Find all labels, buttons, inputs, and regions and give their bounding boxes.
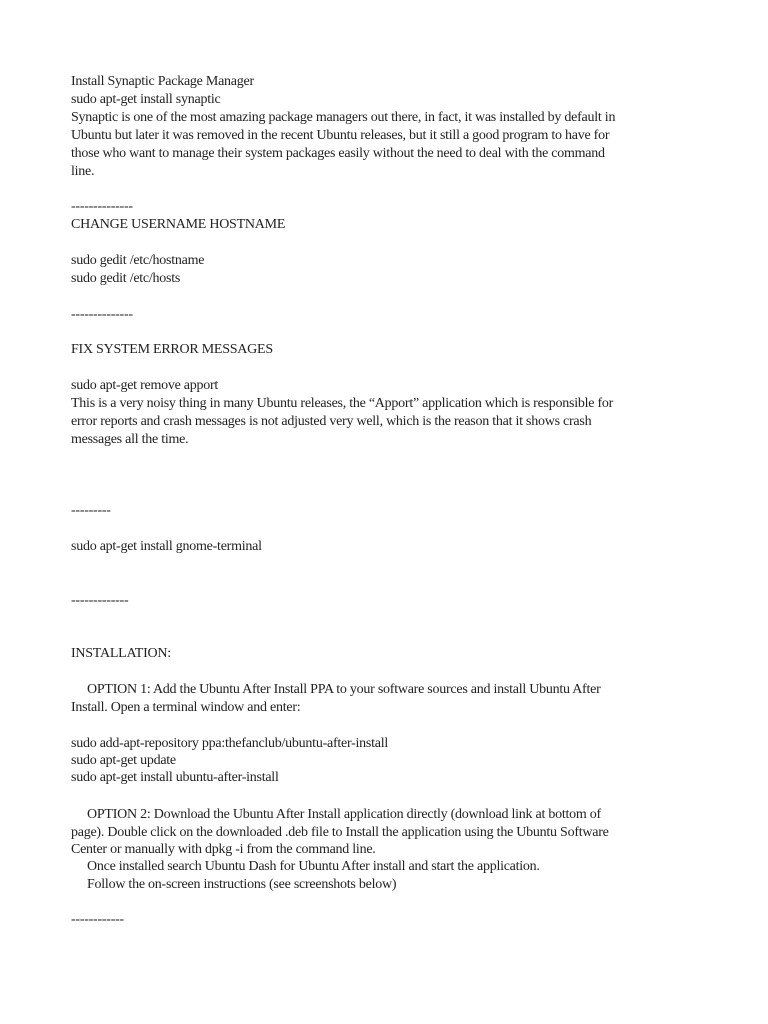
separator: --------- (71, 503, 111, 518)
apport-desc-line: This is a very noisy thing in many Ubuntu releases, the “Apport” application which is responsible for (71, 396, 614, 411)
synaptic-desc-line: those who want to manage their system packages easily without the need to deal with the command (71, 146, 605, 161)
gnome-terminal-command: sudo apt-get install gnome-terminal (71, 539, 262, 554)
option1-line: Install. Open a terminal window and enter: (71, 700, 301, 715)
installation-heading: INSTALLATION: (71, 646, 171, 661)
separator: ------------ (71, 912, 124, 927)
synaptic-desc-line: Ubuntu but later it was removed in the recent Ubuntu releases, but it still a good program to have for (71, 128, 610, 143)
apport-desc-line: error reports and crash messages is not adjusted very well, which is the reason that it shows crash (71, 414, 592, 429)
option2-line: Center or manually with dpkg -i from the command line. (71, 842, 376, 857)
separator: -------------- (71, 199, 133, 214)
synaptic-title: Install Synaptic Package Manager (71, 74, 254, 89)
update-command: sudo apt-get update (71, 753, 176, 768)
hostname-heading: CHANGE USERNAME HOSTNAME (71, 217, 286, 232)
ppa-command: sudo add-apt-repository ppa:thefanclub/ubuntu-after-install (71, 736, 388, 751)
install-command: sudo apt-get install ubuntu-after-install (71, 770, 279, 785)
hosts-command: sudo gedit /etc/hosts (71, 271, 181, 286)
step-search: Once installed search Ubuntu Dash for Ubuntu After install and start the application. (87, 859, 540, 874)
hostname-command: sudo gedit /etc/hostname (71, 253, 205, 268)
synaptic-desc-line: Synaptic is one of the most amazing package managers out there, in fact, it was installed by default in (71, 110, 616, 125)
option2-line: OPTION 2: Download the Ubuntu After Install application directly (download link at bottom of (87, 807, 601, 822)
option1-line: OPTION 1: Add the Ubuntu After Install PPA to your software sources and install Ubuntu After (87, 682, 601, 697)
synaptic-command: sudo apt-get install synaptic (71, 92, 221, 107)
option2-line: page). Double click on the downloaded .deb file to Install the application using the Ubuntu Software (71, 825, 609, 840)
synaptic-desc-line: line. (71, 164, 95, 179)
apport-command: sudo apt-get remove apport (71, 378, 219, 393)
step-follow: Follow the on-screen instructions (see screenshots below) (87, 877, 397, 892)
apport-heading: FIX SYSTEM ERROR MESSAGES (71, 342, 273, 357)
separator: -------------- (71, 307, 133, 322)
separator: ------------- (71, 593, 129, 608)
apport-desc-line: messages all the time. (71, 432, 189, 447)
